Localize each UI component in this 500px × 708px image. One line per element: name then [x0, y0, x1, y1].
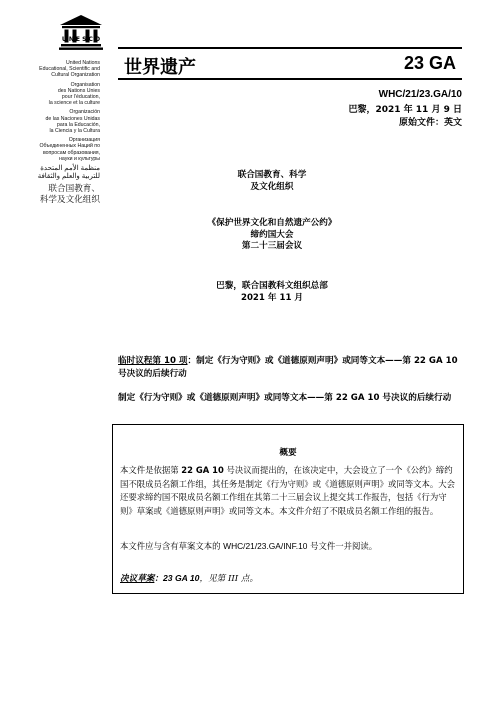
- header-rule-bottom: [118, 78, 462, 80]
- summary-p2-rest: 号文件一并阅读。: [307, 541, 378, 551]
- session-number: 第二十三届会议: [241, 241, 303, 251]
- agenda-item-text: ：制定《行为守则》或《道德原则声明》或同等文本——第 22 GA 10 号决议的后续行动: [118, 356, 458, 379]
- org-name-zh: 联合国教育、 科学及文化组织: [39, 184, 100, 206]
- org-name-es: Organización de las Naciones Unidas para la Educación, la Ciencia y la Cultura: [45, 109, 100, 135]
- unesco-logo: [58, 14, 104, 58]
- resolution-ref: 22 GA 10: [181, 465, 224, 475]
- document-date: 巴黎，2021 年 11 月 9 日: [348, 105, 462, 115]
- session-code: 23 GA: [403, 53, 456, 73]
- summary-paragraph-1: [120, 464, 458, 518]
- page-title: 世界遗产: [124, 57, 196, 78]
- original-language: 原始文件：英文: [398, 118, 462, 128]
- organization-names: [14, 60, 100, 209]
- convention-title: 《保护世界文化和自然遗产公约》: [207, 218, 337, 228]
- agenda-item-label: 临时议程第 10 项: [118, 356, 188, 366]
- org-name-en: United Nations Educational, Scientific and Cultural Organization: [39, 60, 100, 79]
- org-block-line1: 联合国教育、科学: [237, 170, 307, 180]
- svg-text:U N E S C O: U N E S C O: [61, 36, 101, 43]
- org-block-line2: 及文化组织: [250, 181, 294, 192]
- place-block: [150, 281, 394, 304]
- summary-p2-prefix: 本文件应与含有草案文本的: [120, 541, 224, 551]
- summary-p1-rest: 号决议而提出的，在该决定中，大会设立了一个《公约》缔约国不限成员名额工作组，其任务是制定《行为守则》或《道德原则声明》或同等文本。大会还要求缔约国不限成员名额工作组在其第二十三届会议上提交其工作报告，包括《行为守则》草案或《道德原则声明》或同等文本。本文件介绍了不限成员名额工作组的报告。: [120, 465, 455, 516]
- org-name-fr: Organisation des Nations Unies pour l’éducation, la science et la culture: [48, 81, 100, 107]
- summary-title: 概要: [279, 448, 297, 458]
- header-rule-top: [118, 47, 462, 49]
- org-name-ru: Организация Объединенных Наций по вопросам образования, науки и культуры: [39, 137, 100, 162]
- document-code: WHC/21/23.GA/10: [378, 89, 462, 100]
- general-assembly: 缔约国大会: [250, 229, 294, 240]
- org-block: [150, 170, 394, 193]
- convention-block: [150, 218, 394, 253]
- decision-rest: ，见第 III 点。: [199, 574, 259, 584]
- decision-code: 23 GA 10: [163, 573, 200, 583]
- org-name-ar: منظمة الأمم المتحدة للتربية والعلم والثقافة: [37, 165, 100, 181]
- draft-decision: [120, 572, 258, 584]
- info-doc-code: WHC/21/23.GA/INF.10: [223, 541, 308, 551]
- agenda-subtitle: 制定《行为守则》或《道德原则声明》或同等文本——第 22 GA 10 号决议的后续行动: [118, 393, 452, 403]
- summary-paragraph-2: [120, 540, 458, 554]
- agenda-item: [118, 355, 462, 381]
- decision-sep: ：: [154, 574, 163, 584]
- summary-p1-prefix: 本文件是依据第: [120, 465, 182, 475]
- month-year: 2021 年 11 月: [240, 292, 304, 303]
- decision-label: 决议草案: [120, 574, 155, 584]
- venue: 巴黎，联合国教科文组织总部: [216, 281, 328, 291]
